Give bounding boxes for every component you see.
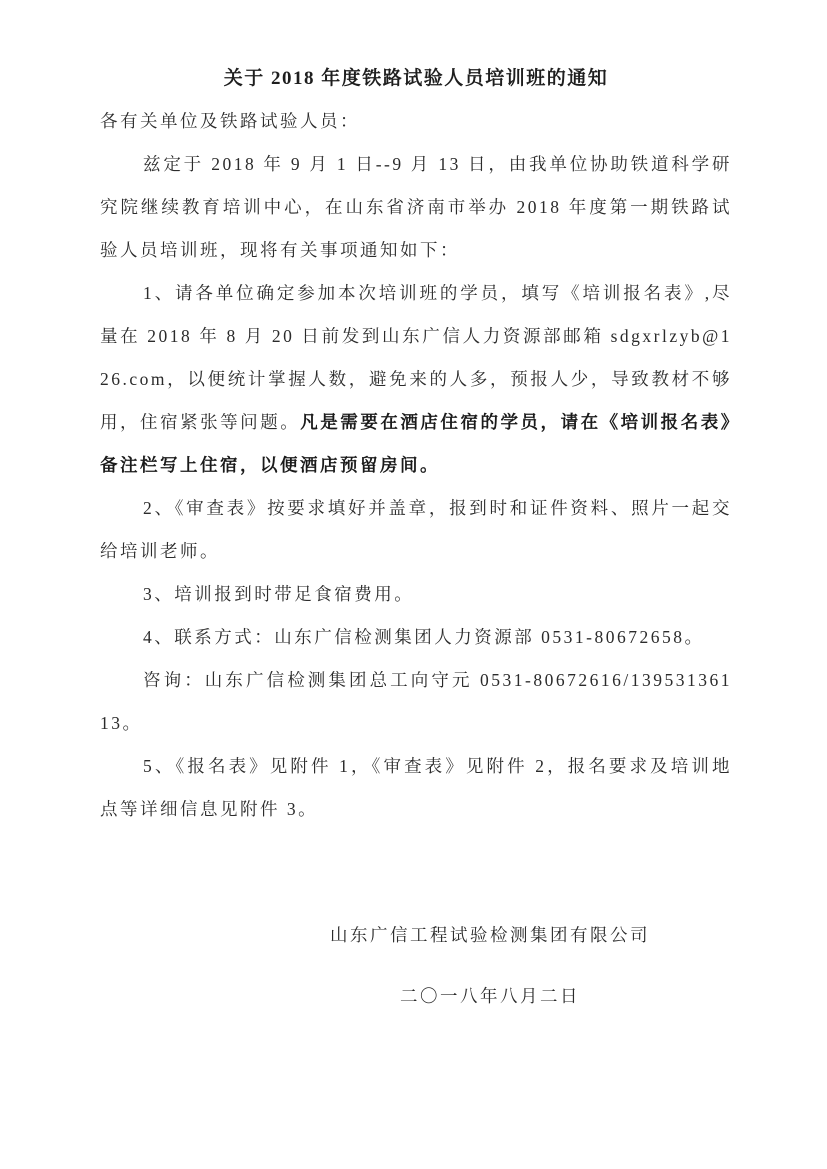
document-title: 关于 2018 年度铁路试验人员培训班的通知 bbox=[223, 68, 609, 89]
paragraph-intro: 兹定于 2018 年 9 月 1 日--9 月 13 日，由我单位协助铁道科学研究院继续教育培训中心，在山东省济南市举办 2018 年度第一期铁路试验人员培训班，现将有关事项通知如下： bbox=[100, 154, 732, 260]
signature-date: 二〇一八年八月二日 bbox=[400, 986, 580, 1006]
signature-block bbox=[100, 914, 732, 1018]
signature-company: 山东广信工程试验检测集团有限公司 bbox=[330, 925, 650, 945]
paragraph-item5: 5、《报名表》见附件 1，《审查表》见附件 2，报名要求及培训地点等详细信息见附件 3。 bbox=[100, 756, 732, 819]
paragraph-item2: 2、《审查表》按要求填好并盖章，报到时和证件资料、照片一起交给培训老师。 bbox=[100, 498, 732, 561]
salutation-line: 各有关单位及铁路试验人员： bbox=[100, 111, 360, 131]
paragraph-item1-bold-text: 凡是需要在酒店住宿的学员，请在《培训报名表》备注栏写上住宿，以便酒店预留房间。 bbox=[100, 412, 733, 475]
paragraph-item3: 3、培训报到时带足食宿费用。 bbox=[143, 584, 415, 604]
paragraph-item1-normal-text: 1、请各单位确定参加本次培训班的学员，填写《培训报名表》,尽量在 2018 年 8 月 20 日前发到山东广信人力资源部邮箱 sdgxrlzyb@126.com，以便统计掌握人数，避免来的人多，预报人少，导致教材不够用，住宿紧张等问题。 bbox=[100, 283, 732, 432]
paragraph-item4: 4、联系方式：山东广信检测集团人力资源部 0531-80672658。 bbox=[143, 627, 705, 647]
paragraph-item1 bbox=[100, 272, 732, 487]
paragraph-item4-consult: 咨询：山东广信检测集团总工向守元 0531-80672616/13953136113。 bbox=[100, 670, 732, 733]
